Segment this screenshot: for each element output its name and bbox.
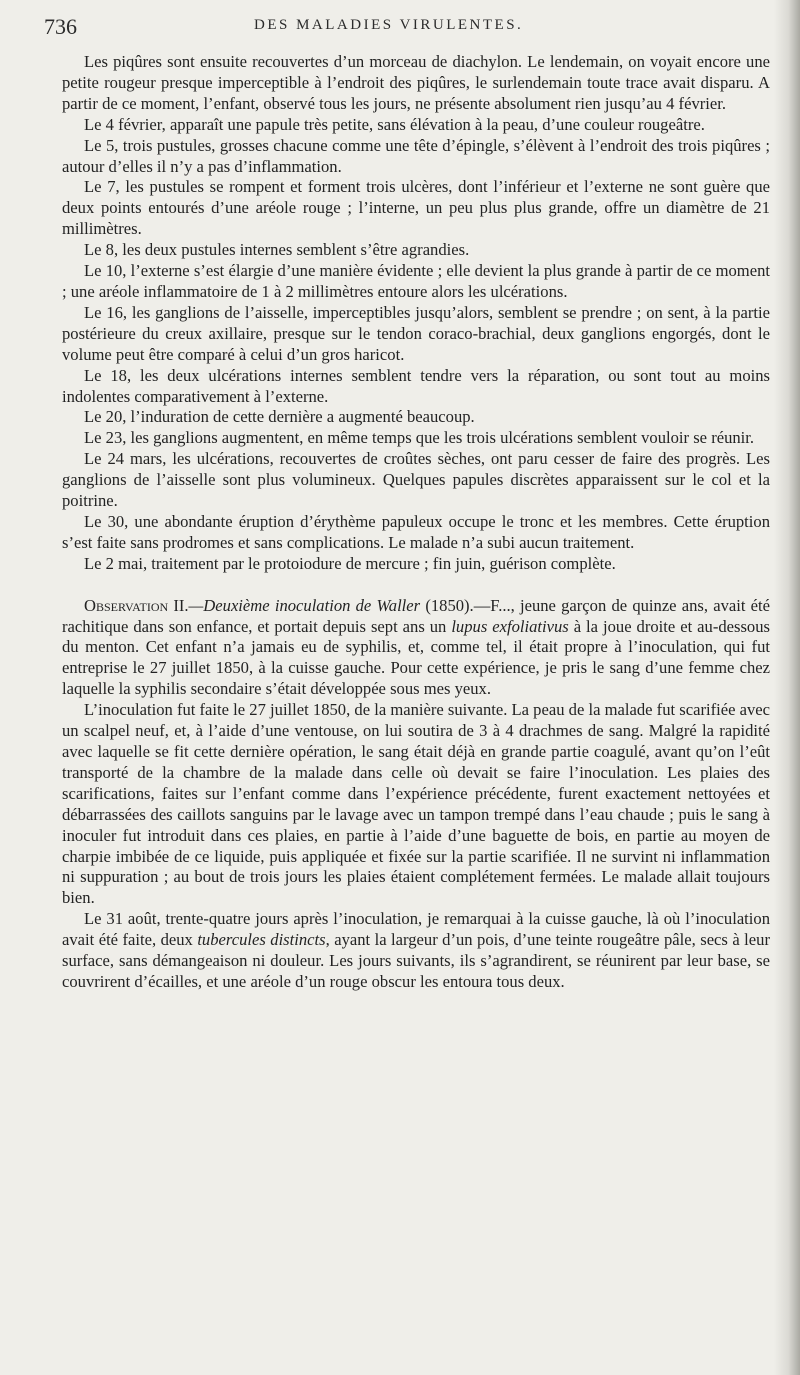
paragraph: Le 8, les deux pustules internes semblent s’être agrandies. bbox=[84, 240, 470, 260]
paragraph: Le 30, une abondante éruption d’érythème papuleux occupe le tronc et les membres. Cette éruption s’est faite sans prodromes et sans complications. Le malade n’a subi aucun traitement. bbox=[62, 511, 770, 552]
paragraph: Le 10, l’externe s’est élargie d’une manière évidente ; elle devient la plus grande à partir de ce moment ; une aréole inflammatoire de 1 à 2 millimètres entoure alors les ulcérations. bbox=[62, 261, 770, 301]
paragraph: Les piqûres sont ensuite recouvertes d’un morceau de diachylon. Le lendemain, on voyait encore une petite rougeur presque imperceptible à l’endroit des piqûres, le surlendemain toute trace avait disparu. A partir de ce moment, l’enfant, observé tous les jours, ne présente absolument rien jusqu’au 4 février. bbox=[62, 52, 770, 113]
paragraph: L’inoculation fut faite le 27 juillet 1850, de la manière suivante. La peau de la malade fut scarifiée avec un scalpel neuf, et, à l’aide d’une ventouse, on lui soutira de 3 à 4 drachmes de sang. Malgré la rapidité avec laquelle se fit cette dernière opération, le sang était déjà en grande partie coagulé, avant qu’on l’eût transporté de la chambre de la malade dans celle où devait se faire l’inoculation. Les plaies des scarifications, faites sur l’enfant comme dans l’expérience précédente, furent exactement nettoyées et débarrassées des caillots sanguins par le lavage avec un tampon trempé dans l’eau chaude ; puis le sang à inoculer fut introduit dans ces plaies, en partie à l’aide d’une baguette de bois, en partie au moyen de charpie imbibée de ce liquide, puis appliquée et fixée sur la partie scarifiée. Il ne survint ni inflammation ni suppuration ; au bout de trois jours les plaies étaient complétement fermées. Le malade allait toujours bien. bbox=[62, 700, 770, 908]
observation-text: (1850).—F..., jeune garçon de quinze ans, avait été rachitique dans son enfance, et portait depuis sept ans un bbox=[62, 595, 770, 636]
paragraph-last bbox=[62, 909, 770, 993]
observation-paragraph bbox=[62, 596, 770, 701]
observation-lupus: lupus exfoliativus bbox=[451, 616, 569, 636]
observation-title: —Deuxième inoculation de Waller bbox=[188, 595, 421, 615]
page-number: 736 bbox=[44, 14, 77, 39]
last-text: Le 31 août, trente-quatre jours après l’inoculation, je remarquai à la cuisse gauche, là où l’inoculation avait été faite, deux bbox=[62, 909, 770, 950]
paragraph: Le 5, trois pustules, grosses chacune comme une tête d’épingle, s’élèvent à l’endroit des trois piqûres ; autour d’elles il n’y a pas d’inflammation. bbox=[62, 135, 770, 176]
running-title: DES MALADIES VIRULENTES. bbox=[254, 17, 524, 33]
paragraph: Le 16, les ganglions de l’aisselle, imperceptibles jusqu’alors, semblent se prendre ; on sent, à la partie postérieure du creux axillaire, presque sur le tendon coraco-brachial, deux ganglions engorgés, dont le volume peut être comparé à celui d’un gros haricot. bbox=[62, 302, 770, 364]
paragraph: Le 18, les deux ulcérations internes semblent tendre vers la réparation, ou sont tout au moins indolentes comparativement à l’externe. bbox=[62, 365, 770, 406]
running-head bbox=[44, 14, 784, 42]
page-edge-shadow bbox=[774, 0, 800, 1375]
observation-text-cont: à la joue droite et au-dessous du menton. Cet enfant n’a jamais eu de syphilis, et, comme tel, il était propre à l’inoculation, qui fut entreprise le 27 juillet 1850, à la cuisse gauche. Pour cette expérience, je pris le sang d’une femme chez laquelle la syphilis secondaire s’était développée sous mes yeux. bbox=[62, 616, 770, 699]
last-italic: tubercules distincts bbox=[197, 930, 326, 950]
paragraph: Le 24 mars, les ulcérations, recouvertes de croûtes sèches, ont paru cesser de faire des progrès. Les ganglions de l’aisselle sont plus volumineux. Quelques papules discrètes apparaissent sur le col et la poitrine. bbox=[62, 449, 770, 511]
last-text-cont: , ayant la largeur d’un pois, d’une teinte rougeâtre pâle, secs à leur surface, sans démangeaison ni douleur. Les jours suivants, ils s’agrandirent, se réunirent par leur base, se couvrirent d’écailles, et une aréole d’un rouge obscur les entoura tous deux. bbox=[62, 930, 770, 991]
paragraph: Le 20, l’induration de cette dernière a augmenté beaucoup. bbox=[84, 407, 475, 427]
body-text bbox=[62, 52, 770, 993]
paragraph: Le 23, les ganglions augmentent, en même temps que les trois ulcérations semblent vouloir se réunir. bbox=[84, 428, 755, 448]
observation-label: Observation II. bbox=[84, 595, 189, 615]
paragraph: Le 4 février, apparaît une papule très petite, sans élévation à la peau, d’une couleur rougeâtre. bbox=[84, 114, 705, 134]
paragraph: Le 2 mai, traitement par le protoiodure de mercure ; fin juin, guérison complète. bbox=[84, 553, 616, 573]
paragraph: Le 7, les pustules se rompent et forment trois ulcères, dont l’inférieur et l’externe ne sont guère que deux points entourés d’une aréole rouge ; l’interne, un peu plus plus grande, offre un diamètre de 21 millimètres. bbox=[62, 177, 770, 239]
